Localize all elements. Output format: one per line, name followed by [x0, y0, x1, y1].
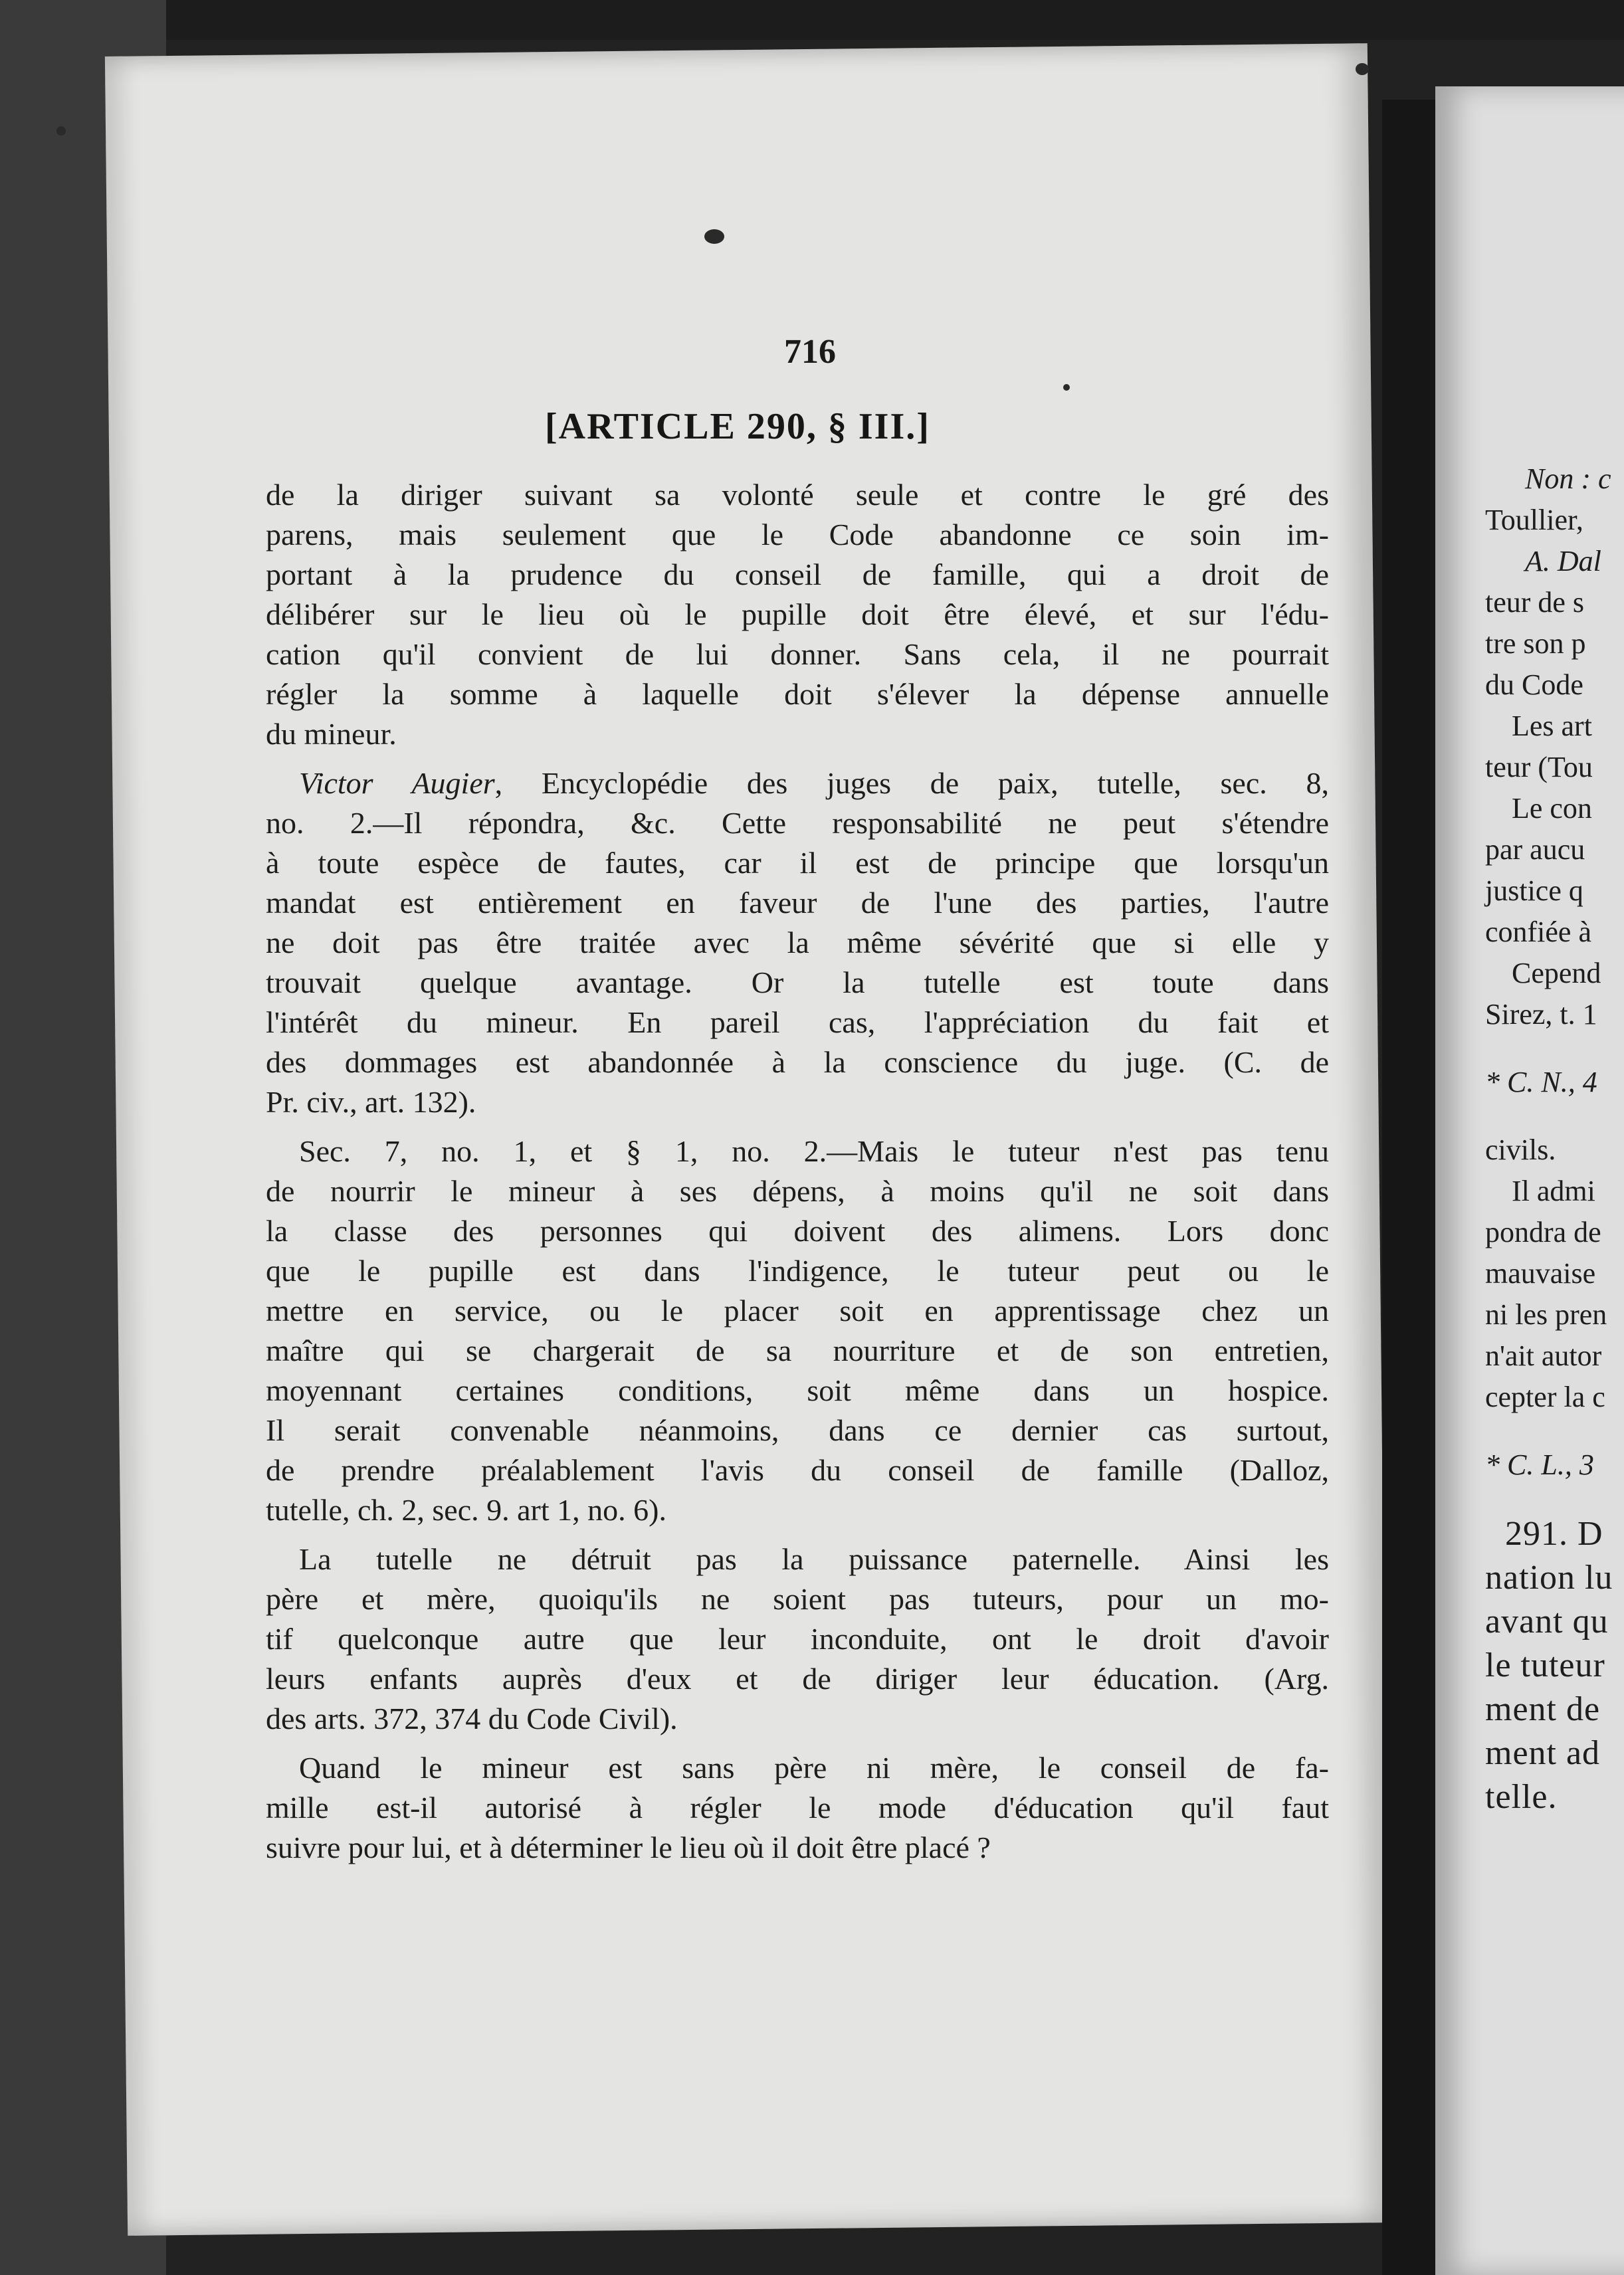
text-line: du mineur. — [266, 717, 397, 751]
ink-speck — [56, 126, 66, 136]
facing-line: ment de — [1485, 1690, 1601, 1728]
text-line: l'intérêt du mineur. En pareil cas, l'appréciation du fait et — [266, 1005, 1329, 1039]
facing-line: nation lu — [1485, 1559, 1613, 1597]
paragraph — [266, 1748, 1329, 1868]
text-line: de nourrir le mineur à ses dépens, à moins qu'il ne soit dans — [266, 1174, 1329, 1208]
facing-line: du Code — [1485, 668, 1583, 701]
body-text — [266, 475, 1329, 1877]
facing-line: par aucu — [1485, 833, 1585, 866]
facing-line: Sirez, t. 1 — [1485, 998, 1597, 1031]
text-line: Quand le mineur est sans père ni mère, le conseil de fa- — [299, 1751, 1329, 1785]
facing-line — [1485, 541, 1624, 582]
running-head: [ARTICLE 290, § III.] — [545, 406, 930, 447]
text-line: ne doit pas être traitée avec la même sévérité que si elle y — [266, 926, 1329, 959]
author-citation: Victor Augier — [299, 766, 495, 800]
facing-line: teur (Tou — [1485, 751, 1593, 783]
text-line: Pr. civ., art. 132). — [266, 1085, 476, 1119]
text-line: mettre en service, ou le placer soit en apprentissage chez un — [266, 1294, 1329, 1328]
facing-line: confiée à — [1485, 916, 1591, 948]
facing-line: mauvaise — [1485, 1257, 1596, 1290]
text-line: trouvait quelque avantage. Or la tutelle est toute dans — [266, 965, 1329, 999]
facing-line: le tuteur — [1485, 1646, 1605, 1684]
facing-line: teur de s — [1485, 586, 1585, 619]
paragraph — [266, 1132, 1329, 1530]
facing-line: telle. — [1485, 1778, 1558, 1816]
text-line: délibérer sur le lieu où le pupille doit être élevé, et sur l'édu- — [266, 597, 1329, 631]
facing-page-text — [1485, 458, 1624, 1819]
text-line: tif quelconque autre que leur inconduite, ont le droit d'avoir — [266, 1622, 1329, 1656]
text-line: des dommages est abandonnée à la conscience du juge. (C. de — [266, 1045, 1329, 1079]
facing-line: n'ait autor — [1485, 1339, 1602, 1372]
text-line: de prendre préalablement l'avis du conseil de famille (Dalloz, — [266, 1453, 1329, 1487]
facing-line: justice q — [1485, 874, 1583, 907]
text-line: mandat est entièrement en faveur de l'une des parties, l'autre — [266, 886, 1329, 920]
text-line: maître qui se chargerait de sa nourriture et de son entretien, — [266, 1334, 1329, 1367]
text-line: tutelle, ch. 2, sec. 9. art 1, no. 6). — [266, 1493, 666, 1527]
text-line: leurs enfants auprès d'eux et de diriger leur éducation. (Arg. — [266, 1662, 1329, 1696]
facing-line: Cepend — [1512, 957, 1601, 989]
facing-line: cepter la c — [1485, 1381, 1605, 1413]
ink-speck — [1063, 384, 1070, 391]
text-line: suivre pour lui, et à déterminer le lieu où il doit être placé ? — [266, 1830, 991, 1864]
facing-line: avant qu — [1485, 1603, 1609, 1640]
text-line: cation qu'il convient de lui donner. Sans cela, il ne pourrait — [266, 637, 1329, 671]
text-line: Il serait convenable néanmoins, dans ce dernier cas surtout, — [266, 1413, 1329, 1447]
text-line: La tutelle ne détruit pas la puissance paternelle. Ainsi les — [299, 1542, 1329, 1576]
facing-line: 291. D — [1505, 1515, 1603, 1553]
facing-line: Toullier, — [1485, 504, 1583, 536]
scan-border-top — [0, 0, 1624, 40]
ink-speck — [704, 229, 724, 244]
text-line: portant à la prudence du conseil de famille, qui a droit de — [266, 557, 1329, 591]
facing-line-italic: * C. N., 4 — [1485, 1066, 1597, 1098]
facing-line: ni les pren — [1485, 1298, 1607, 1331]
facing-line: Le con — [1512, 792, 1592, 825]
ink-speck — [1356, 63, 1369, 75]
text-line: no. 2.—Il répondra, &c. Cette responsabilité ne peut s'étendre — [266, 806, 1329, 840]
facing-line: ment ad — [1485, 1734, 1601, 1772]
text-line: mille est-il autorisé à régler le mode d'éducation qu'il faut — [266, 1791, 1329, 1825]
text-line: Sec. 7, no. 1, et § 1, no. 2.—Mais le tuteur n'est pas tenu — [299, 1134, 1329, 1168]
facing-line — [1485, 458, 1624, 500]
facing-line: tre son p — [1485, 627, 1586, 660]
facing-line: civils. — [1485, 1134, 1556, 1166]
facing-line: pondra de — [1485, 1216, 1601, 1248]
text-line: à toute espèce de fautes, car il est de principe que lorsqu'un — [266, 846, 1329, 880]
text-line — [266, 763, 1329, 803]
text-line: que le pupille est dans l'indigence, le tuteur peut ou le — [266, 1254, 1329, 1288]
facing-line — [1485, 1444, 1624, 1486]
paragraph — [266, 763, 1329, 1122]
text-line: la classe des personnes qui doivent des alimens. Lors donc — [266, 1214, 1329, 1248]
text-line: moyennant certaines conditions, soit même dans un hospice. — [266, 1373, 1329, 1407]
facing-line: Les art — [1512, 710, 1592, 742]
facing-line: Il admi — [1512, 1175, 1595, 1207]
text-line: de la diriger suivant sa volonté seule et contre le gré des — [266, 478, 1329, 512]
facing-line-italic: Non : c — [1525, 462, 1611, 495]
text-line: des arts. 372, 374 du Code Civil). — [266, 1702, 678, 1735]
paragraph — [266, 475, 1329, 754]
text-line-rest: , Encyclopédie des juges de paix, tutelle, sec. 8, — [494, 766, 1329, 800]
paragraph — [266, 1539, 1329, 1739]
facing-line-italic: * C. L., 3 — [1485, 1448, 1594, 1481]
facing-line-italic: A. Dal — [1525, 545, 1601, 577]
page-number: 716 — [784, 333, 836, 371]
text-line: régler la somme à laquelle doit s'élever la dépense annuelle — [266, 677, 1329, 711]
text-line: père et mère, quoiqu'ils ne soient pas tuteurs, pour un mo- — [266, 1582, 1329, 1616]
text-line: parens, mais seulement que le Code abandonne ce soin im- — [266, 518, 1329, 551]
facing-line — [1485, 1062, 1624, 1103]
